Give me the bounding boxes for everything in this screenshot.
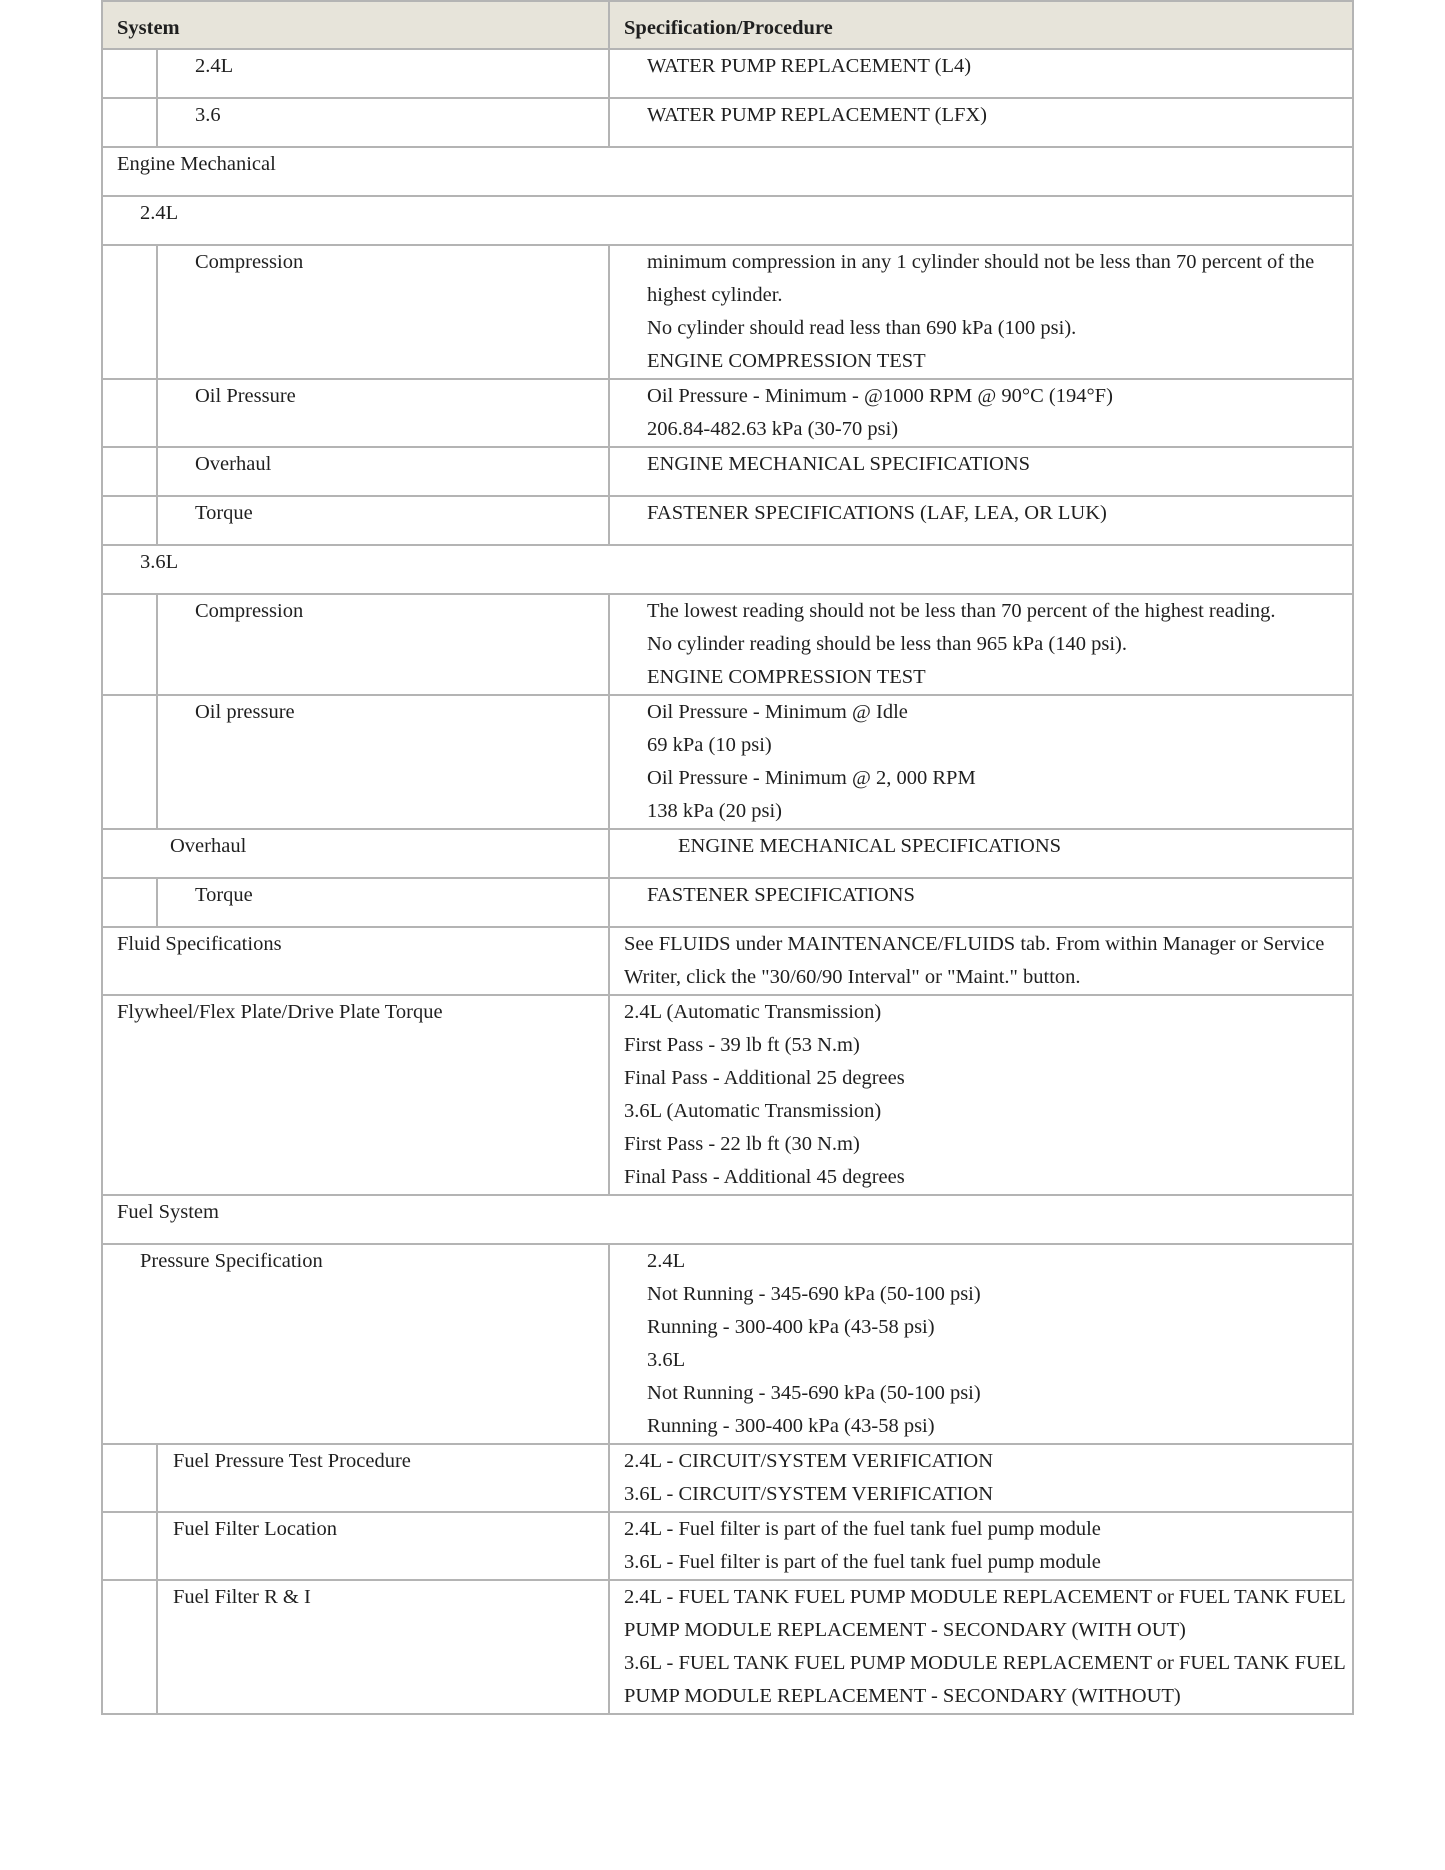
spec-line: FASTENER SPECIFICATIONS (LAF, LEA, OR LUK) <box>647 502 1107 524</box>
header-system: System <box>102 1 609 49</box>
spec-line: FASTENER SPECIFICATIONS <box>647 884 915 906</box>
table-row <box>102 98 1353 147</box>
system-cell: Compression <box>157 245 609 379</box>
spec-line: Final Pass - Additional 45 degrees <box>624 1166 905 1188</box>
spec-cell <box>609 995 1353 1195</box>
system-cell: Pressure Specification <box>102 1244 609 1444</box>
section-row <box>102 1195 1353 1244</box>
spec-cell <box>609 1512 1353 1580</box>
spec-line: ENGINE COMPRESSION TEST <box>647 350 926 372</box>
table-row <box>102 695 1353 829</box>
spec-cell <box>609 927 1353 995</box>
spec-cell <box>609 878 1353 927</box>
spec-line: Not Running - 345-690 kPa (50-100 psi) <box>647 1283 981 1305</box>
system-cell: Fluid Specifications <box>102 927 609 995</box>
table-header-row <box>102 1 1353 49</box>
spec-line: 3.6L - Fuel filter is part of the fuel tank fuel pump module <box>624 1551 1101 1573</box>
indent-cell <box>102 1444 157 1512</box>
system-cell: Torque <box>157 878 609 927</box>
table-row <box>102 49 1353 98</box>
indent-cell <box>102 245 157 379</box>
spec-line: ENGINE MECHANICAL SPECIFICATIONS <box>647 453 1031 475</box>
spec-line: 3.6L - FUEL TANK FUEL PUMP MODULE REPLACEMENT or FUEL TANK FUEL PUMP MODULE REPLACEMENT - SECONDARY (WITHOUT) <box>624 1652 1346 1707</box>
spec-cell <box>609 829 1353 878</box>
table-row <box>102 1244 1353 1444</box>
table-row <box>102 1580 1353 1714</box>
spec-line: ENGINE COMPRESSION TEST <box>647 666 926 688</box>
spec-line: WATER PUMP REPLACEMENT (LFX) <box>647 104 987 126</box>
spec-line: 206.84-482.63 kPa (30-70 psi) <box>647 418 899 440</box>
spec-cell <box>609 98 1353 147</box>
table-row <box>102 927 1353 995</box>
spec-line: 3.6L <box>647 1349 686 1371</box>
indent-cell <box>102 447 157 496</box>
system-cell: Torque <box>157 496 609 545</box>
system-cell: 3.6 <box>157 98 609 147</box>
spec-line: 2.4L (Automatic Transmission) <box>624 1001 882 1023</box>
table-row <box>102 245 1353 379</box>
table-row <box>102 379 1353 447</box>
spec-line: 2.4L <box>647 1250 686 1272</box>
spec-line: Not Running - 345-690 kPa (50-100 psi) <box>647 1382 981 1404</box>
spec-line: Running - 300-400 kPa (43-58 psi) <box>647 1316 935 1338</box>
spec-line: WATER PUMP REPLACEMENT (L4) <box>647 55 972 77</box>
spec-line: 3.6L - CIRCUIT/SYSTEM VERIFICATION <box>624 1483 994 1505</box>
system-cell: Fuel Filter R & I <box>157 1580 609 1714</box>
system-cell: Oil pressure <box>157 695 609 829</box>
spec-line: Oil Pressure - Minimum @ 2, 000 RPM <box>647 767 976 789</box>
indent-cell <box>102 49 157 98</box>
subsection-row <box>102 545 1353 594</box>
subsection-row <box>102 196 1353 245</box>
spec-cell <box>609 49 1353 98</box>
system-cell: Overhaul <box>157 447 609 496</box>
table-row <box>102 496 1353 545</box>
indent-cell <box>102 695 157 829</box>
spec-line: 2.4L - FUEL TANK FUEL PUMP MODULE REPLACEMENT or FUEL TANK FUEL PUMP MODULE REPLACEMENT - SECONDARY (WITH OUT) <box>624 1586 1346 1641</box>
system-cell: Overhaul <box>102 829 609 878</box>
system-cell: Fuel Pressure Test Procedure <box>157 1444 609 1512</box>
spec-cell <box>609 379 1353 447</box>
spec-line: Oil Pressure - Minimum @ Idle <box>647 701 908 723</box>
spec-cell <box>609 1244 1353 1444</box>
system-cell: Compression <box>157 594 609 695</box>
spec-line: 69 kPa (10 psi) <box>647 734 772 756</box>
subsection-title: 3.6L <box>102 545 1353 594</box>
indent-cell <box>102 1512 157 1580</box>
spec-line: minimum compression in any 1 cylinder should not be less than 70 percent of the highest cylinder. <box>647 251 1315 306</box>
indent-cell <box>102 496 157 545</box>
system-cell: 2.4L <box>157 49 609 98</box>
spec-cell <box>609 447 1353 496</box>
table-row <box>102 1512 1353 1580</box>
system-cell: Fuel Filter Location <box>157 1512 609 1580</box>
table-row <box>102 878 1353 927</box>
section-title: Engine Mechanical <box>102 147 1353 196</box>
table-row <box>102 1444 1353 1512</box>
indent-cell <box>102 594 157 695</box>
indent-cell <box>102 1580 157 1714</box>
spec-cell <box>609 594 1353 695</box>
table-row <box>102 447 1353 496</box>
spec-cell <box>609 1444 1353 1512</box>
spec-line: 2.4L - Fuel filter is part of the fuel tank fuel pump module <box>624 1518 1101 1540</box>
table-row <box>102 829 1353 878</box>
system-cell: Oil Pressure <box>157 379 609 447</box>
spec-line: Running - 300-400 kPa (43-58 psi) <box>647 1415 935 1437</box>
specification-table <box>101 0 1354 1715</box>
table-row <box>102 995 1353 1195</box>
section-row <box>102 147 1353 196</box>
spec-cell <box>609 695 1353 829</box>
spec-cell <box>609 1580 1353 1714</box>
spec-line: Oil Pressure - Minimum - @1000 RPM @ 90°C (194°F) <box>647 385 1113 407</box>
spec-line: The lowest reading should not be less than 70 percent of the highest reading. <box>647 600 1276 622</box>
spec-line: First Pass - 39 lb ft (53 N.m) <box>624 1034 860 1056</box>
header-specification: Specification/Procedure <box>609 1 1353 49</box>
section-title: Fuel System <box>102 1195 1353 1244</box>
spec-line: No cylinder reading should be less than 965 kPa (140 psi). <box>647 633 1127 655</box>
spec-cell <box>609 496 1353 545</box>
spec-line: First Pass - 22 lb ft (30 N.m) <box>624 1133 860 1155</box>
table-row <box>102 594 1353 695</box>
spec-line: 2.4L - CIRCUIT/SYSTEM VERIFICATION <box>624 1450 994 1472</box>
spec-line: No cylinder should read less than 690 kPa (100 psi). <box>647 317 1077 339</box>
spec-line: Final Pass - Additional 25 degrees <box>624 1067 905 1089</box>
spec-line: 3.6L (Automatic Transmission) <box>624 1100 882 1122</box>
system-cell: Flywheel/Flex Plate/Drive Plate Torque <box>102 995 609 1195</box>
indent-cell <box>102 878 157 927</box>
spec-line: 138 kPa (20 psi) <box>647 800 782 822</box>
indent-cell <box>102 379 157 447</box>
indent-cell <box>102 98 157 147</box>
spec-line: See FLUIDS under MAINTENANCE/FLUIDS tab. From within Manager or Service Writer, click the "30/60/90 Interval" or "Maint." button. <box>624 933 1325 988</box>
spec-cell <box>609 245 1353 379</box>
subsection-title: 2.4L <box>102 196 1353 245</box>
spec-line: ENGINE MECHANICAL SPECIFICATIONS <box>678 835 1062 857</box>
